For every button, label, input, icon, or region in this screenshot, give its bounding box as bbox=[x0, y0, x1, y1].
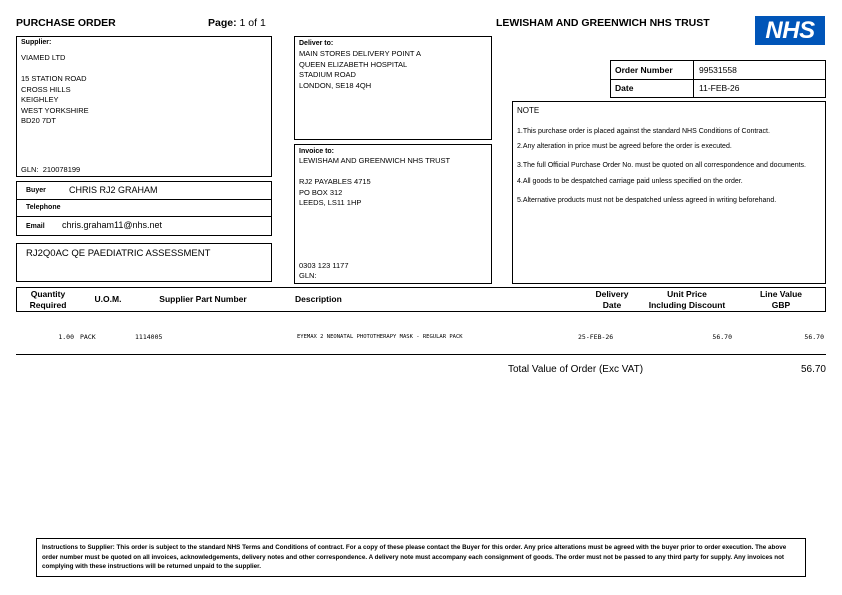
note-item: 3.The full Official Purchase Order No. must be quoted on all correspondence and documents. bbox=[517, 162, 806, 169]
invoice-to-label: Invoice to: bbox=[299, 148, 335, 155]
trust-name: LEWISHAM AND GREENWICH NHS TRUST bbox=[496, 17, 710, 29]
col-header-line-value-line1: Line Value bbox=[759, 289, 803, 299]
invoice-to-line: LEEDS, LS11 1HP bbox=[299, 198, 362, 207]
col-header-description: Description bbox=[295, 294, 342, 304]
col-header-delivery-line1: Delivery bbox=[595, 289, 629, 299]
deliver-to-box bbox=[294, 36, 492, 140]
deliver-to-label: Deliver to: bbox=[299, 40, 334, 47]
supplier-instructions-box bbox=[36, 538, 806, 577]
col-header-unit-price-line2: Including Discount bbox=[648, 300, 726, 310]
supplier-address bbox=[21, 74, 89, 127]
table-header bbox=[16, 287, 826, 312]
col-header-unit-price-line1: Unit Price bbox=[667, 289, 707, 299]
page-indicator bbox=[208, 17, 266, 29]
supplier-instructions: Instructions to Supplier: This order is subject to the standard NHS Terms and Conditions of contract. For a copy of these please contact the Buyer for this order. Any price alterations must be agreed with the buyer prior to order execution. The above order number must be quoted on all invoices, acknowledgements, delivery notes and other correspondence. A delivery note must accompany each consignment of goods. The order must not be passed to any third party for supply. Any invoices not complying with these instructions will be returned unpaid to the supplier. bbox=[42, 544, 787, 570]
supplier-address-line: CROSS HILLS bbox=[21, 84, 71, 94]
document-title: PURCHASE ORDER bbox=[16, 17, 116, 29]
invoice-to-phone: 0303 123 1177 bbox=[299, 261, 349, 270]
order-date-label: Date bbox=[615, 83, 634, 93]
table-row bbox=[16, 331, 826, 343]
email-label: Email bbox=[26, 223, 45, 230]
col-header-delivery-line2: Date bbox=[602, 300, 622, 310]
invoice-to-line bbox=[299, 167, 450, 178]
col-header-quantity-line1: Quantity bbox=[30, 289, 66, 299]
deliver-to-line: STADIUM ROAD bbox=[299, 70, 356, 79]
col-header-unit-price bbox=[647, 289, 727, 311]
row-description: EYEMAX 2 NEONATAL PHOTOTHERAPY MASK - REGULAR PACK bbox=[297, 334, 463, 340]
nhs-logo: NHS bbox=[755, 16, 825, 45]
invoice-to-box bbox=[294, 144, 492, 284]
row-part-number: 1114005 bbox=[135, 333, 163, 341]
note-item: 5.Alternative products must not be despatched unless agreed in writing beforehand. bbox=[517, 197, 777, 204]
supplier-address-line: 15 STATION ROAD bbox=[21, 74, 87, 83]
deliver-to-line: QUEEN ELIZABETH HOSPITAL bbox=[299, 59, 408, 69]
cost-centre-box bbox=[16, 243, 272, 282]
page-value: 1 of 1 bbox=[239, 17, 266, 29]
order-number-value: 99531558 bbox=[699, 65, 737, 75]
buyer-value: CHRIS RJ2 GRAHAM bbox=[69, 185, 158, 195]
deliver-to-line: LONDON, SE18 4QH bbox=[299, 80, 372, 90]
buyer-box bbox=[16, 181, 272, 236]
col-header-delivery-date bbox=[577, 289, 647, 311]
col-header-quantity-line2: Required bbox=[29, 300, 67, 310]
note-list bbox=[517, 127, 817, 211]
supplier-label: Supplier: bbox=[21, 39, 52, 46]
invoice-to-line: RJ2 PAYABLES 4715 bbox=[299, 177, 371, 186]
cost-centre: RJ2Q0AC QE PAEDIATRIC ASSESSMENT bbox=[26, 248, 211, 259]
row-quantity: 1.00 bbox=[58, 333, 74, 341]
total-label: Total Value of Order (Exc VAT) bbox=[508, 364, 644, 375]
col-header-line-value-line2: GBP bbox=[771, 300, 791, 310]
col-header-quantity bbox=[19, 289, 77, 311]
supplier-gln-value: 210078199 bbox=[42, 165, 81, 174]
supplier-name: VIAMED LTD bbox=[21, 53, 66, 62]
row-delivery-date: 25-FEB-26 bbox=[578, 333, 614, 341]
note-item: 4.All goods to be despatched carriage paid unless specified on the order. bbox=[517, 178, 743, 185]
note-title: NOTE bbox=[517, 106, 540, 115]
email-value: chris.graham11@nhs.net bbox=[62, 220, 163, 230]
note-item: 2.Any alteration in price must be agreed before the order is executed. bbox=[517, 143, 732, 150]
order-date-value: 11-FEB-26 bbox=[699, 83, 740, 93]
supplier-address-line: BD20 7DT bbox=[21, 116, 57, 125]
col-header-part-number: Supplier Part Number bbox=[159, 294, 247, 304]
telephone-divider bbox=[17, 216, 271, 217]
buyer-label: Buyer bbox=[26, 187, 46, 194]
table-bottom-rule bbox=[16, 354, 826, 355]
invoice-to-gln-label: GLN: bbox=[299, 271, 317, 280]
col-header-line-value bbox=[737, 289, 825, 311]
invoice-to-line: LEWISHAM AND GREENWICH NHS TRUST bbox=[299, 156, 451, 165]
buyer-divider bbox=[17, 199, 271, 200]
row-unit-price: 56.70 bbox=[712, 333, 732, 341]
supplier-box bbox=[16, 36, 272, 177]
row-line-value: 56.70 bbox=[804, 333, 824, 341]
row-uom: PACK bbox=[80, 333, 96, 341]
note-box bbox=[512, 101, 826, 284]
deliver-to-address bbox=[299, 49, 421, 91]
col-header-uom: U.O.M. bbox=[94, 294, 122, 304]
order-divider-h bbox=[611, 79, 825, 80]
deliver-to-line: MAIN STORES DELIVERY POINT A bbox=[299, 49, 421, 58]
total-value: 56.70 bbox=[800, 364, 826, 375]
supplier-address-line: KEIGHLEY bbox=[21, 95, 59, 104]
invoice-to-address bbox=[299, 156, 450, 209]
note-item: 1.This purchase order is placed against the standard NHS Conditions of Contract. bbox=[517, 128, 770, 135]
order-info-box bbox=[610, 60, 826, 98]
telephone-label: Telephone bbox=[26, 204, 61, 211]
supplier-gln bbox=[21, 165, 80, 176]
order-number-label: Order Number bbox=[615, 65, 673, 75]
invoice-to-line: PO BOX 312 bbox=[299, 187, 343, 197]
supplier-address-line: WEST YORKSHIRE bbox=[21, 105, 89, 115]
supplier-gln-label: GLN: bbox=[21, 165, 39, 174]
page-label: Page: bbox=[208, 17, 237, 29]
